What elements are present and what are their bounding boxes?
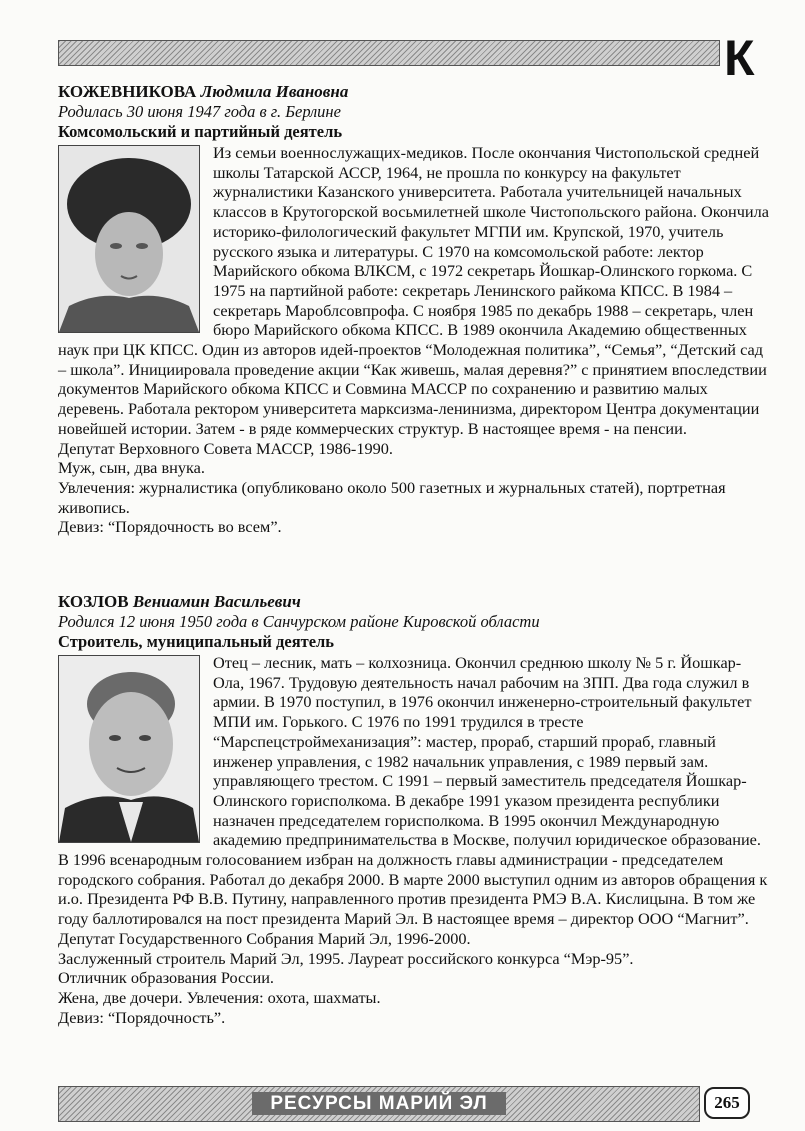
bio-paragraph: Жена, две дочери. Увлечения: охота, шахматы. xyxy=(58,987,381,1007)
person-surname: КОЗЛОВ xyxy=(58,592,129,611)
page-number: 265 xyxy=(704,1087,750,1119)
portrait-woman-image xyxy=(59,146,199,332)
person-surname: КОЖЕВНИКОВА xyxy=(58,82,197,101)
bio-paragraph: Девиз: “Порядочность во всем”. xyxy=(58,517,282,537)
portrait-man-image xyxy=(59,656,199,842)
bio-entry-kozlov xyxy=(58,592,770,1027)
bio-paragraph: Отец – лесник, мать – колхозница. Окончил среднюю школу № 5 г. Йошкар-Ола, 1967. Трудовую деятельность начал рабочим на ЗПП. Два года служил в армии. В 1970 поступил, в 1976 окончил инженерно-строительный факультет МПИ им. Горького. С 1976 по 1991 трудился в тресте “Марспецстроймеханизация”: мастер, прораб, старший прораб, главный инженер управления, с 1982 начальник управления, с 1989 первый зам. управляющего трестом. С 1991 – первый заместитель председателя Йошкар-Олинского горисполкома. В декабре 1991 указом президента республики назначен председателем горисполкома. В 1995 окончил Международную академию предпринимательства в Москве, получил юридическое образование. В 1996 всенародным голосованием избран на должность главы администрации - председателем городского собрания. Работал до декабря 2000. В марте 2000 выступил одним из авторов обращения к и.о. Президента РФ В.В. Путину, направленного против президента РМЭ В.А. Кислицына. В том же году баллотировался на пост президента Марий Эл. В настоящее время – директор ООО “Магнит”. xyxy=(58,653,768,929)
person-name xyxy=(58,82,770,102)
bio-text xyxy=(58,143,770,537)
bio-paragraph: Из семьи военнослужащих-медиков. После окончания Чистопольской средней школы Татарской АССР, 1964, не прошла по конкурсу на факультет журналистики Казанского университета. Работала учительницей начальных классов в Крутогорской восьмилетней школе Чистопольского района. Окончила историко-филологический факультет МГПИ им. Крупской, 1970, учитель русского языка и литературы. С 1970 на комсомольской работе: лектор Марийского обкома ВЛКСМ, с 1972 секретарь Йошкар-Олинского горкома. С 1975 на партийной работе: секретарь Ленинского райкома КПСС. В 1984 – секретарь Мароблсовпрофа. С ноября 1985 по декабрь 1988 – секретарь, член бюро Марийского обкома КПСС. В 1989 окончила Академию общественных наук при ЦК КПСС. Один из авторов идей-проектов “Молодежная политика”, “Семья”, “Детский сад – школа”. Инициировала проведение акции “Как живешь, малая деревня?” с принятием впоследствии документов Марийского обкома КПСС и Совмина МАССР по сохранению и развитию малых деревень. Работала ректором университета марксизма-ленинизма, директором Центра документации новейшей истории. Затем - в ряде коммерческих структур. В настоящее время - на пенсии. xyxy=(58,143,770,438)
person-role: Комсомольский и партийный деятель xyxy=(58,122,343,141)
top-decorative-bar xyxy=(58,40,720,66)
bio-paragraph: Муж, сын, два внука. xyxy=(58,458,205,478)
birth-info: Родилась 30 июня 1947 года в г. Берлине xyxy=(58,102,341,121)
person-given-names: Вениамин Васильевич xyxy=(132,592,301,611)
bio-paragraph: Отличник образования России. xyxy=(58,968,274,988)
person-name xyxy=(58,592,770,612)
section-letter: К xyxy=(724,30,755,86)
person-given-names: Людмила Ивановна xyxy=(200,82,349,101)
person-role: Строитель, муниципальный деятель xyxy=(58,632,335,651)
footer-bar xyxy=(58,1086,700,1122)
bio-text xyxy=(58,653,770,1027)
bio-entry-kozhevnikova xyxy=(58,82,770,537)
bio-paragraph: Депутат Верховного Совета МАССР, 1986-1990. xyxy=(58,438,393,458)
portrait-photo xyxy=(58,145,200,333)
birth-info: Родился 12 июня 1950 года в Санчурском районе Кировской области xyxy=(58,612,540,631)
bio-paragraph: Девиз: “Порядочность”. xyxy=(58,1007,226,1027)
footer-title: РЕСУРСЫ МАРИЙ ЭЛ xyxy=(252,1092,505,1115)
bio-paragraph: Заслуженный строитель Марий Эл, 1995. Лауреат российского конкурса “Мэр-95”. xyxy=(58,948,634,968)
bio-paragraph: Депутат Государственного Собрания Марий Эл, 1996-2000. xyxy=(58,928,471,948)
portrait-photo xyxy=(58,655,200,843)
bio-paragraph: Увлечения: журналистика (опубликовано около 500 газетных и журнальных статей), портретная живопись. xyxy=(58,477,726,517)
